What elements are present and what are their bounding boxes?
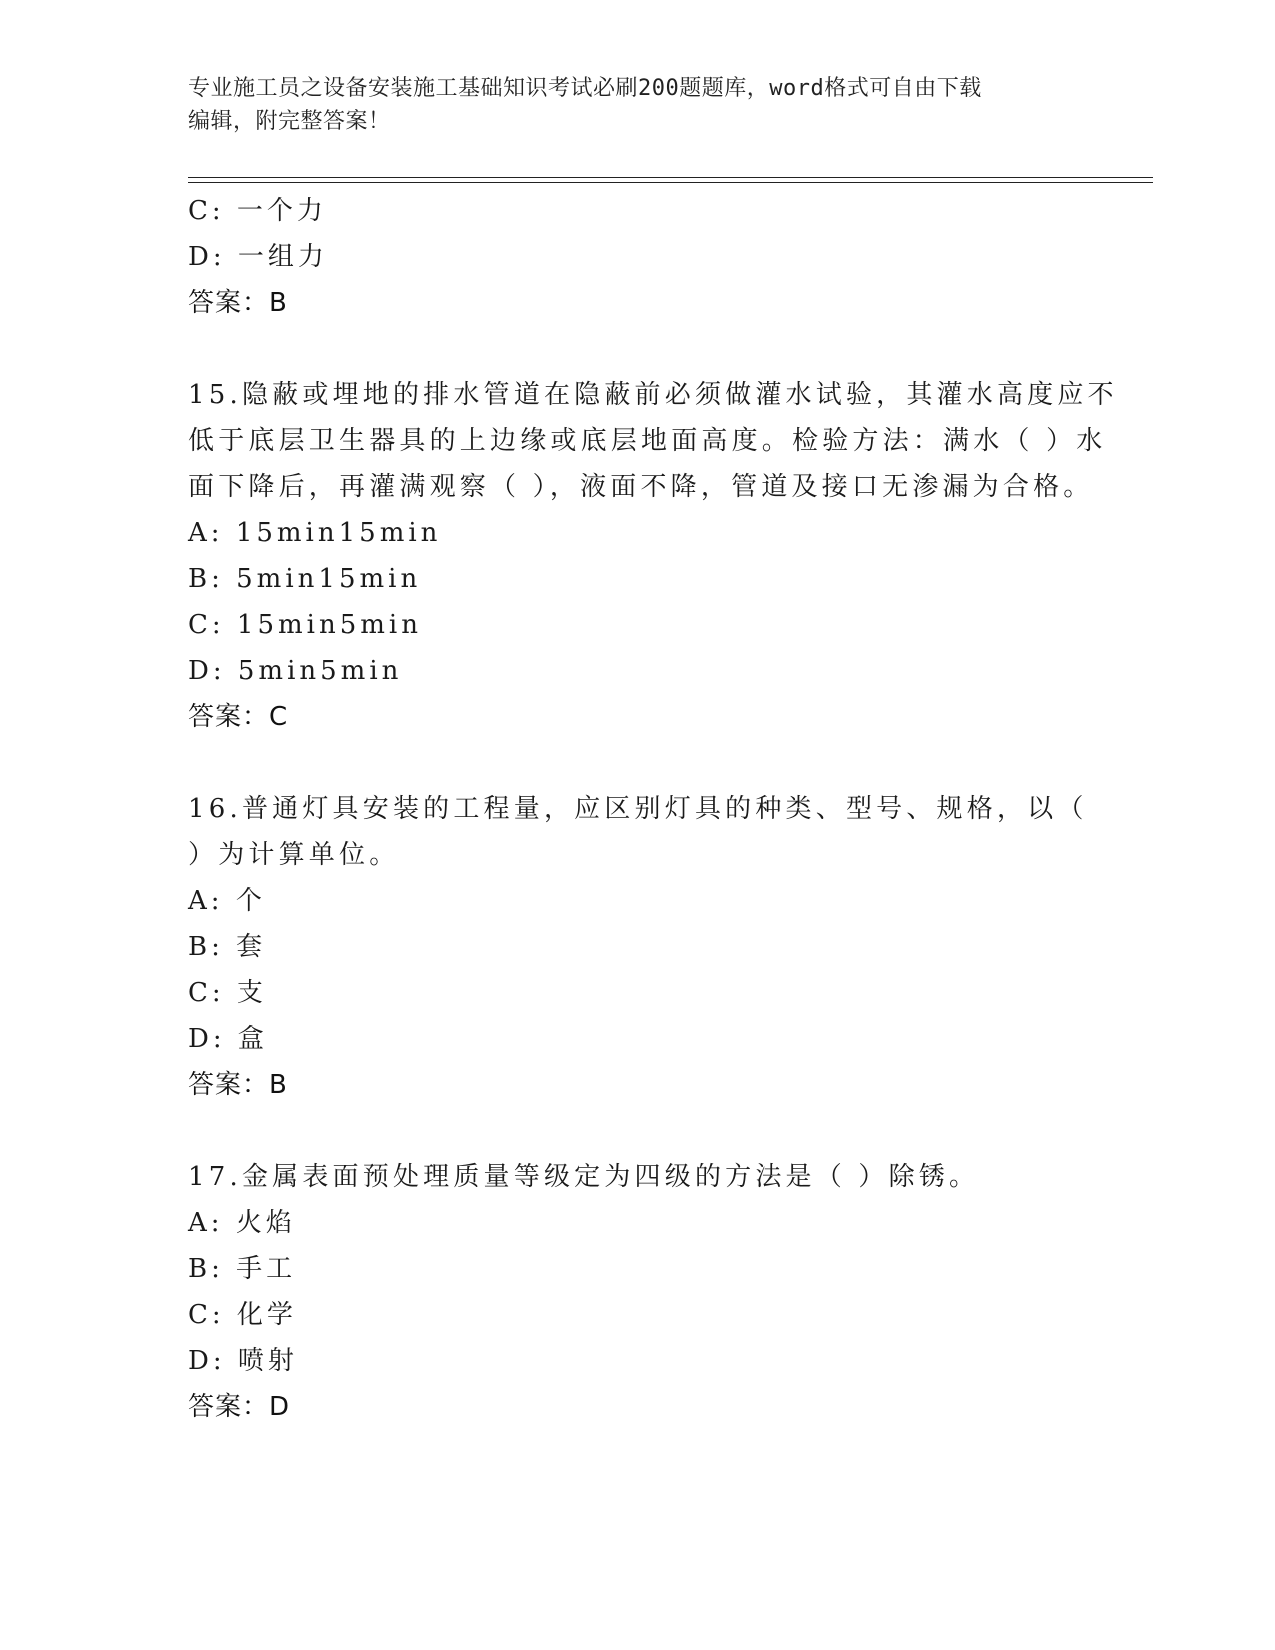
question-list [188, 188, 1118, 1430]
option-text: 盒 [237, 1024, 268, 1054]
option-text: 15min5min [236, 610, 422, 640]
option-text: 一组力 [237, 242, 328, 272]
option-label: C: [188, 1300, 225, 1330]
answer-line: 答案：B [188, 288, 288, 318]
question-block-14 [188, 188, 1088, 326]
option-text: 火焰 [235, 1208, 296, 1238]
question-block-15 [188, 372, 1118, 740]
option-text: 化学 [236, 1300, 297, 1330]
option-label: A: [188, 518, 224, 548]
option-label: D: [188, 242, 226, 272]
option-b [188, 556, 1088, 602]
question-stem-line: 15.隐蔽或埋地的排水管道在隐蔽前必须做灌水试验，其灌水高度应不 [188, 380, 1118, 410]
question-stem-line: ）为计算单位。 [188, 840, 400, 870]
option-d [188, 1338, 1088, 1384]
option-label: D: [188, 1024, 226, 1054]
option-text: 个 [235, 886, 266, 916]
option-text: 喷射 [237, 1346, 298, 1376]
option-label: A: [188, 1208, 224, 1238]
question-stem-line: 16.普通灯具安装的工程量，应区别灯具的种类、型号、规格，以（ [188, 794, 1088, 824]
option-text: 5min5min [237, 656, 403, 686]
option-label: C: [188, 610, 225, 640]
option-a [188, 510, 1088, 556]
question-stem-line: 面下降后，再灌满观察（ ），液面不降，管道及接口无渗漏为合格。 [188, 472, 1094, 502]
option-b [188, 1246, 1088, 1292]
option-label: A: [188, 886, 224, 916]
option-c [188, 602, 1088, 648]
answer-line: 答案：C [188, 702, 289, 732]
option-text: 支 [236, 978, 267, 1008]
header-divider-top [188, 177, 1153, 178]
question-stem-line: 低于底层卫生器具的上边缘或底层地面高度。检验方法：满水（ ）水 [188, 426, 1107, 456]
document-header [188, 72, 1068, 138]
option-text: 一个力 [236, 196, 327, 226]
header-title-line-2: 编辑，附完整答案！ [188, 109, 391, 134]
option-text: 15min15min [235, 518, 442, 548]
option-d [188, 1016, 1088, 1062]
option-b [188, 924, 1088, 970]
option-label: B: [188, 564, 224, 594]
option-c [188, 970, 1088, 1016]
option-label: C: [188, 978, 225, 1008]
option-label: D: [188, 1346, 226, 1376]
option-label: C: [188, 196, 225, 226]
option-c [188, 188, 1088, 234]
option-a [188, 1200, 1088, 1246]
header-divider-bottom [188, 182, 1153, 183]
option-a [188, 878, 1088, 924]
option-c [188, 1292, 1088, 1338]
option-d [188, 648, 1088, 694]
option-label: B: [188, 932, 224, 962]
option-label: B: [188, 1254, 224, 1284]
option-text: 手工 [236, 1254, 297, 1284]
option-text: 套 [236, 932, 267, 962]
option-d [188, 234, 1088, 280]
question-block-16 [188, 786, 1088, 1108]
header-title-line-1: 专业施工员之设备安装施工基础知识考试必刷200题题库，word格式可自由下载 [188, 76, 982, 101]
option-text: 5min15min [236, 564, 422, 594]
question-stem-line: 17.金属表面预处理质量等级定为四级的方法是（ ）除锈。 [188, 1162, 980, 1192]
answer-line: 答案：D [188, 1392, 291, 1422]
option-label: D: [188, 656, 226, 686]
question-block-17 [188, 1154, 1088, 1430]
answer-line: 答案：B [188, 1070, 288, 1100]
